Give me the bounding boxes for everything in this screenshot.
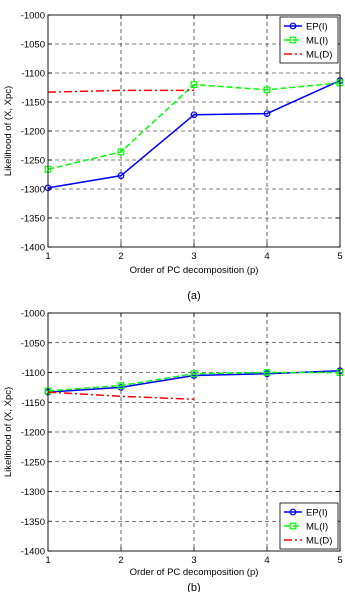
x-tick-label: 4 (264, 251, 270, 262)
legend (280, 17, 338, 63)
panel-caption: (b) (187, 582, 201, 592)
x-tick-label: 5 (337, 251, 343, 262)
legend-label: ML(D) (306, 535, 333, 547)
x-tick-label: 3 (191, 555, 197, 566)
legend-label: EP(I) (306, 507, 328, 519)
y-tick-label: -1100 (21, 68, 45, 80)
legend-label: EP(I) (306, 21, 328, 33)
x-axis-label: Order of PC decomposition (p) (129, 265, 259, 276)
y-tick-label: -1400 (20, 546, 45, 558)
y-tick-label: -1300 (20, 487, 45, 498)
y-tick-label: -1000 (20, 10, 45, 22)
chart-panel-2 (3, 309, 343, 592)
y-tick-label: -1350 (20, 213, 45, 225)
x-tick-label: 4 (264, 555, 270, 566)
y-tick-label: -1250 (20, 155, 45, 167)
y-tick-label: -1100 (21, 368, 45, 379)
y-tick-label: -1050 (20, 338, 45, 350)
x-tick-label: 5 (337, 555, 343, 566)
y-tick-label: -1400 (20, 242, 45, 254)
x-tick-label: 2 (118, 251, 124, 262)
y-tick-label: -1300 (20, 184, 45, 196)
y-tick-label: -1350 (20, 516, 45, 528)
y-axis-label: Likelihood of (X, Xpc) (3, 85, 14, 177)
x-tick-label: 1 (45, 555, 51, 566)
legend-label: ML(I) (306, 521, 329, 533)
y-tick-label: -1050 (20, 39, 45, 51)
y-tick-label: -1200 (20, 427, 45, 439)
y-tick-label: -1000 (20, 308, 45, 320)
y-tick-label: -1200 (20, 126, 45, 138)
legend-label: ML(D) (306, 49, 333, 61)
y-axis-label: Likelihood of (X, Xpc) (3, 386, 14, 478)
x-axis-label: Order of PC decomposition (p) (129, 567, 259, 578)
legend (280, 503, 338, 549)
x-tick-label: 2 (118, 555, 124, 566)
y-tick-label: -1150 (21, 397, 45, 409)
y-tick-label: -1250 (20, 457, 45, 469)
x-tick-label: 3 (191, 251, 197, 262)
chart-panel-1 (3, 11, 343, 303)
x-tick-label: 1 (45, 251, 51, 262)
y-tick-label: -1150 (21, 97, 45, 109)
legend-label: ML(I) (306, 35, 329, 47)
panel-caption: (a) (187, 290, 201, 302)
